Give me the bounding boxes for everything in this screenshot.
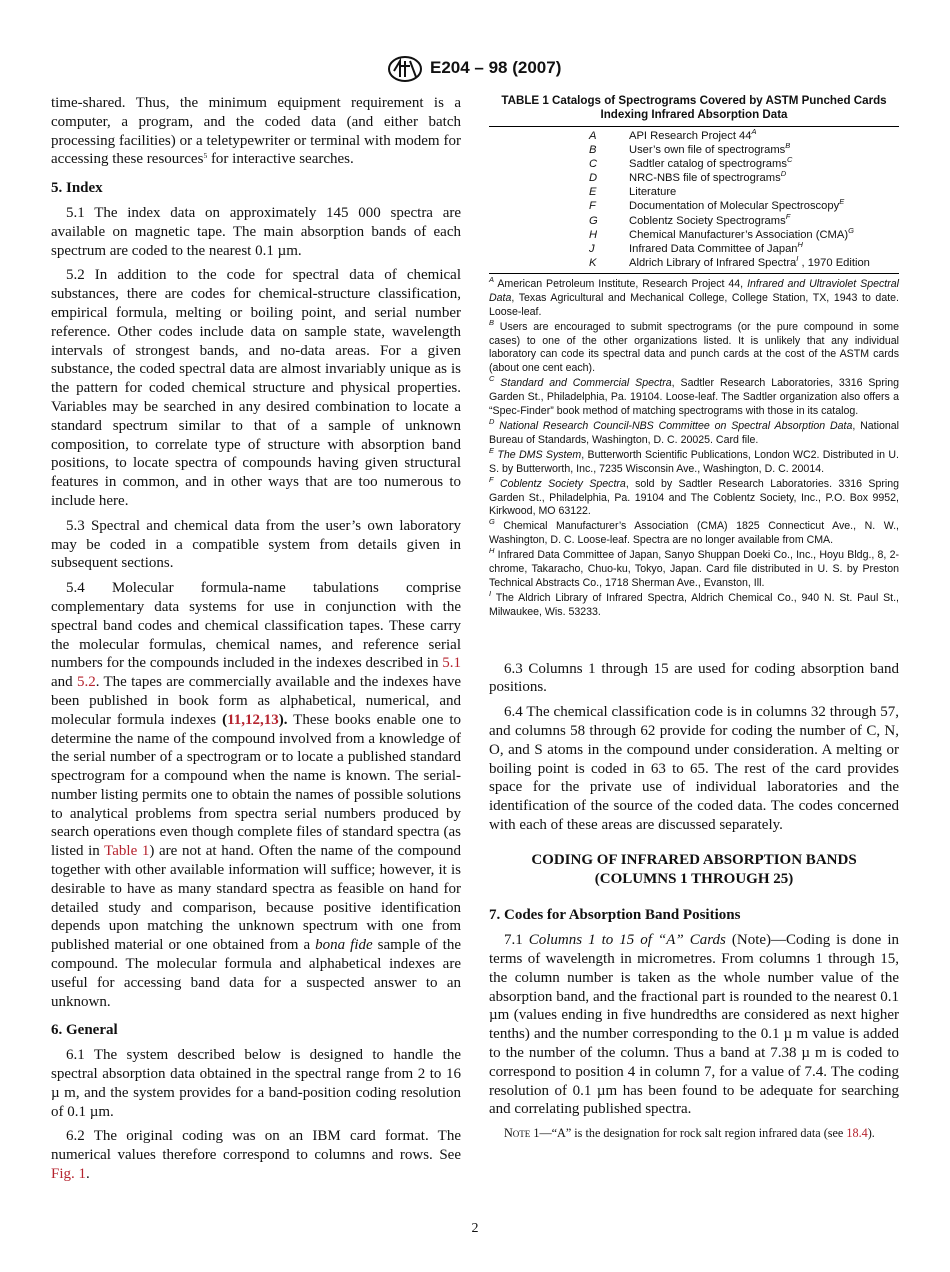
table-footnote: $^A$ American Petroleum Institute, Research Project 44, Infrared and Ultraviolet Spectral Data, Texas Agricultural and Mechanical College, College Station, TX, 1943 to date. Loose-leaf. bbox=[489, 274, 899, 318]
paragraph-5-3: 5.3 Spectral and chemical data from the user’s own laboratory may be coded in a compatible system from details given in subsequent sections. bbox=[51, 517, 461, 572]
note-1: Note 1—“A” is the designation for rock salt region infrared data (see 18.4). bbox=[504, 1126, 875, 1141]
table-row bbox=[489, 211, 899, 228]
table-footnote: $^E$ The DMS System, Butterworth Scientific Publications, London WC2. Distributed in U. S. by Butterworth, Inc., 7235 Wisconsin Ave., Washington, D. C. 20014. bbox=[489, 445, 899, 475]
table-1-footnotes bbox=[489, 274, 899, 620]
table-footnote: $^I$ The Aldrich Library of Infrared Spectra, Aldrich Chemical Co., 940 N. St. Paul St., Milwaukee, Wis. 53233. bbox=[489, 588, 899, 618]
table-cell-code: K bbox=[589, 256, 597, 269]
table-footnote: $^C$ Standard and Commercial Spectra, Sadtler Research Laboratories, 3316 Spring Garden St., Philadelphia, Pa. 19104. Loose-leaf. The Sadtler organization also offers a “Spec-Finder” book method of matching spectrograms with those in its catalog. bbox=[489, 374, 899, 418]
section-7-heading: 7. Codes for Absorption Band Positions bbox=[489, 907, 741, 924]
table-cell-code: A bbox=[589, 130, 597, 142]
table-cell-catalog: User’s own file of spectrograms$^B$ bbox=[629, 141, 791, 157]
table-cell-catalog: Aldrich Library of Infrared Spectra$^I$ , 1970 Edition bbox=[629, 253, 870, 269]
table-row bbox=[489, 171, 899, 185]
table-cell-code: B bbox=[589, 144, 597, 157]
right-column bbox=[489, 94, 899, 1141]
right-text bbox=[489, 660, 899, 1142]
link-section-5-1[interactable]: 5.1 bbox=[442, 655, 461, 672]
document-designation: E204 – 98 (2007) bbox=[430, 58, 562, 77]
table-row bbox=[489, 239, 899, 256]
page-header bbox=[0, 55, 950, 85]
link-fig-1[interactable]: Fig. 1 bbox=[51, 1166, 87, 1183]
table-cell-code: G bbox=[589, 214, 598, 227]
table-cell-code: E bbox=[589, 186, 597, 199]
section-5-heading: 5. Index bbox=[51, 180, 103, 197]
table-cell-catalog: Literature bbox=[629, 186, 677, 199]
link-section-18-4[interactable]: 18.4 bbox=[846, 1126, 868, 1141]
section-6-heading: 6. General bbox=[51, 1022, 118, 1039]
table-cell-code: D bbox=[589, 172, 598, 185]
table-row bbox=[489, 253, 899, 270]
paragraph-5-2: 5.2 In addition to the code for spectral data of chemical substances, there are codes for chemical-structure classification, empirical formula, melting or boiling point, and serial number reference. Other codes include data on sample state, wavelength intervals of strongest bands, and no-data areas. For a given substance, the coded spectral data are almost invariably unique as is the pattern for coded chemical structure and physical properties. Variables may be searched in any desired combination to locate a standard spectrum similar to that of a sample of unknown composition, to correlate type of structure with absorption band positions, to locate spectra of compounds having given structural features in common, and in other ways that are too numerous to include here. bbox=[51, 267, 461, 509]
paragraph-5-1: 5.1 The index data on approximately 145 000 spectra are available on magnetic tape. The main absorption bands of each spectrum are coded to the nearest 0.1 µm. bbox=[51, 204, 461, 259]
table-cell-catalog: Infrared Data Committee of Japan$^H$ bbox=[629, 239, 803, 255]
table-row bbox=[489, 143, 899, 157]
paragraph-5-4: 5.4 Molecular formula-name tabulations comprise complementary data systems for use in conjunction with the spectral band codes and chemical classification tapes. These carry the molecular formulas, chemical names, and reference serial numbers for the compounds included in the indexes described in 5.1 and 5.2. The tapes are commercially available and the indexes have been published in book form as alphabetical, numerical, and molecular formula indexes (11,12,13). These books enable one to determine the name of the compound involved from a knowledge of the serial number of a spectrogram or to locate a published standard spectrogram for a compound when the name is known. The serial-number listing permits one to obtain the names of possible solutions to analytical problems from spectra serial numbers produced by search operations even though complete files of standard spectra (as listed in Table 1) are not at hand. Often the name of the compound together with other available information will suffice; however, it is desirable to have as many standard spectra as feasible on hand for detailed study and comparison, because positive identification depends upon matching the unknown spectrum with one from published material or one obtained from a bona fide sample of the compound. The molecular formula and alphabetical indexes are useful for accessing band data for a suspected answer to an unknown. bbox=[51, 580, 462, 1010]
table-row bbox=[489, 199, 899, 213]
table-row bbox=[489, 129, 899, 143]
astm-logo-icon bbox=[386, 55, 424, 83]
table-footnote: $^G$ Chemical Manufacturer’s Association (CMA) 1825 Connecticut Ave., N. W., Washington, D. C. Loose-leaf. Spectra are no longer available from CMA. bbox=[489, 517, 899, 547]
page-number: 2 bbox=[471, 1221, 479, 1236]
paragraph-6-1: 6.1 The system described below is designed to handle the spectral absorption data obtained in the spectral range from 2 to 16 µ m, and the system provides for a band-position coding resolution of 0.1 µm. bbox=[51, 1047, 461, 1120]
table-1-title: TABLE 1 Catalogs of Spectrograms Covered by ASTM Punched Cards Indexing Infrared Absorption Data bbox=[501, 94, 887, 121]
table-cell-catalog: Coblentz Society Spectrograms$^F$ bbox=[629, 211, 791, 227]
table-row bbox=[489, 185, 899, 199]
table-footnote: $^D$ National Research Council-NBS Committee on Spectral Absorption Data, National Bureau of Standards, Washington, D. C. 20025. Card file. bbox=[489, 417, 899, 446]
link-table-1[interactable]: Table 1 bbox=[104, 843, 150, 860]
left-column bbox=[51, 94, 461, 1190]
table-cell-code: C bbox=[589, 158, 598, 171]
table-cell-catalog: Chemical Manufacturer’s Association (CMA)$^G$ bbox=[629, 225, 854, 241]
table-cell-catalog: Sadtler catalog of spectrograms$^C$ bbox=[629, 155, 793, 171]
table-cell-catalog: NRC-NBS file of spectrograms$^D$ bbox=[629, 169, 787, 185]
table-row bbox=[489, 225, 899, 242]
link-references[interactable]: 11,12,13 bbox=[227, 711, 279, 728]
paragraph-7-1: 7.1 Columns 1 to 15 of “A” Cards (Note)—Coding is done in terms of wavelength in micrometres. From columns 1 through 15, the column number is taken as the whole number value of the absorption band, and the fractional part is rounded to the nearest 0.1 µm (values ending in five hundredths are considered as next higher tenths) and the number corresponding to the 0.1 µ m value is added to the number of the column. Thus a band at 7.38 µ m is coded to correspond to position 4 in column 7, for a value of 7.4. The coding resolution of 0.1 µm has been found to be adequate for searching and correlating published spectra. bbox=[489, 932, 900, 1118]
table-footnote: $^H$ Infrared Data Committee of Japan, Sanyo Shuppan Doeki Co., Inc., Hoyu Bldg., 8, 2-chrome, Takaracho, Chuo-ku, Tokyo, Japan. Card file distributed in U. S. by Preston Technical Abstracts Co., 1718 Sherman Ave., Evanston, Ill. bbox=[489, 546, 899, 589]
table-cell-catalog: API Research Project $44^A$ bbox=[629, 127, 757, 142]
table-cell-code: J bbox=[589, 242, 595, 255]
paragraph-6-3: 6.3 Columns 1 through 15 are used for coding absorption band positions. bbox=[489, 660, 899, 696]
paragraph-6-4: 6.4 The chemical classification code is in columns 32 through 57, and columns 58 through 62 provide for coding the number of C, N, O, and S atoms in the compound under consideration. A melting or boiling point is coded in 63 to 65. The rest of the card provides space for the private use of individual laboratories and the identification of the source of the coded data. The codes concerned with each of these areas are discussed separately. bbox=[489, 704, 899, 834]
table-cell-code: F bbox=[589, 200, 596, 213]
table-1 bbox=[489, 126, 899, 274]
table-cell-catalog: Documentation of Molecular Spectroscopy$^E$ bbox=[629, 197, 845, 213]
paragraph-6-2: 6.2 The original coding was on an IBM card format. The numerical values therefore correspond to columns and rows. See Fig. 1. bbox=[51, 1128, 461, 1183]
table-cell-code: H bbox=[589, 228, 598, 241]
table-footnote: $^B$ Users are encouraged to submit spectrograms (or the pure compound in some cases) to one of the other organizations listed. It is unlikely that any individual laboratory can code its spectral data and punch cards at the cost of the ASTM cards (about one cent each). bbox=[489, 317, 899, 375]
coding-heading: CODING OF INFRARED ABSORPTION BANDS (COLUMNS 1 THROUGH 25) bbox=[531, 851, 857, 887]
intro-paragraph: time-shared. Thus, the minimum equipment requirement is a computer, a program, and the coded data (and either batch processing facilities) or a teletypewriter or terminal with modem for accessing these resources$^5$ for interactive searches. bbox=[51, 95, 461, 168]
table-row bbox=[489, 157, 899, 171]
table-footnote: $^F$ Coblentz Society Spectra, sold by Sadtler Research Laboratories. 3316 Spring Garden St., Philadelphia, Pa. 19104 and The Coblentz Society, Inc., P.O. Box 9952, Kirkwood, MO 63122. bbox=[489, 474, 899, 518]
link-section-5-2[interactable]: 5.2 bbox=[76, 674, 96, 691]
